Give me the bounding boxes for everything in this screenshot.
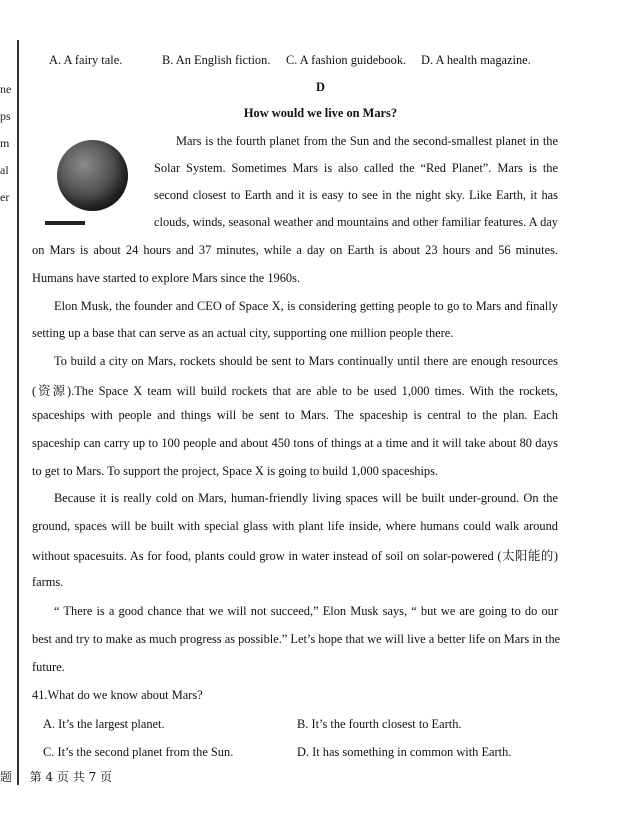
option-c: C. It’s the second planet from the Sun. xyxy=(43,745,234,759)
passage-line: ground, spaces will be built with special glass with plant life inside, where humans could walk around xyxy=(32,519,558,533)
prev-option-a: A. A fairy tale. xyxy=(49,53,123,67)
margin-fragment: er xyxy=(0,190,10,204)
passage-line: Humans have started to explore Mars since the 1960s. xyxy=(32,271,301,285)
margin-fragment: ne xyxy=(0,82,12,96)
passage-line: future. xyxy=(32,660,65,674)
passage-line: on Mars is about 24 hours and 37 minutes, while a day on Earth is about 23 hours and 56 minutes. xyxy=(32,243,558,257)
passage-line: Elon Musk, the founder and CEO of Space X, is considering getting people to go to Mars and finally xyxy=(54,299,558,313)
option-a: A. It’s the largest planet. xyxy=(43,717,165,731)
passage-line: setting up a base that can serve as an actual city, supporting one million people there. xyxy=(32,326,454,340)
prev-option-b: B. An English fiction. xyxy=(162,53,271,67)
passage-line: farms. xyxy=(32,575,64,589)
passage-line: “ There is a good chance that we will not succeed,” Elon Musk says, “ but we are going to do our xyxy=(54,604,558,618)
passage-line: Mars is the fourth planet from the Sun and the second-smallest planet in the xyxy=(176,134,558,148)
page-footer xyxy=(0,768,112,785)
passage-line: Solar System. Sometimes Mars is also called the “Red Planet”. Mars is the xyxy=(154,161,558,175)
margin-divider xyxy=(17,40,19,785)
page-number: 第 4 页 共 7 页 xyxy=(29,770,113,784)
passage-line: clouds, winds, seasonal weather and mountains and other familiar features. A day xyxy=(154,215,558,229)
image-caption-strip xyxy=(45,221,85,225)
passage-line: (资源).The Space X team will build rockets that are able to be used 1,000 times. With the rockets, xyxy=(32,384,558,398)
passage-title: How would we live on Mars? xyxy=(243,106,398,120)
option-d: D. It has something in common with Earth. xyxy=(297,745,512,759)
margin-fragment: ps xyxy=(0,109,11,123)
passage-line: to get to Mars. To support the project, Space X is going to build 1,000 spaceships. xyxy=(32,464,439,478)
margin-fragment: m xyxy=(0,136,10,150)
passage-line: spaceship can carry up to 100 people and about 450 tons of things at a time and it will take about 80 days xyxy=(32,436,558,450)
passage-line: spaceships with people and things will be sent to Mars. The spaceship is central to the plan. Each xyxy=(32,408,558,422)
prev-option-d: D. A health magazine. xyxy=(421,53,531,67)
section-letter: D xyxy=(316,80,325,94)
passage-line: To build a city on Mars, rockets should be sent to Mars continually until there are enough resources xyxy=(54,354,558,368)
footer-fragment: 题 xyxy=(0,770,13,784)
passage-line: second closest to Earth and it is easy to see in the night sky. Like Earth, it has xyxy=(154,188,558,202)
passage-line: best and try to make as much progress as possible.” Let’s hope that we will live a better life on Mars in the xyxy=(32,632,561,646)
mars-image xyxy=(57,140,128,211)
passage-line: without spacesuits. As for food, plants could grow in water instead of soil on solar-powered (太阳能的) xyxy=(32,549,558,563)
option-b: B. It’s the fourth closest to Earth. xyxy=(297,717,462,731)
margin-fragment: al xyxy=(0,163,9,177)
prev-option-c: C. A fashion guidebook. xyxy=(286,53,407,67)
passage-line: Because it is really cold on Mars, human-friendly living spaces will be built under-ground. On the xyxy=(54,491,558,505)
question-stem: 41.What do we know about Mars? xyxy=(32,688,203,702)
